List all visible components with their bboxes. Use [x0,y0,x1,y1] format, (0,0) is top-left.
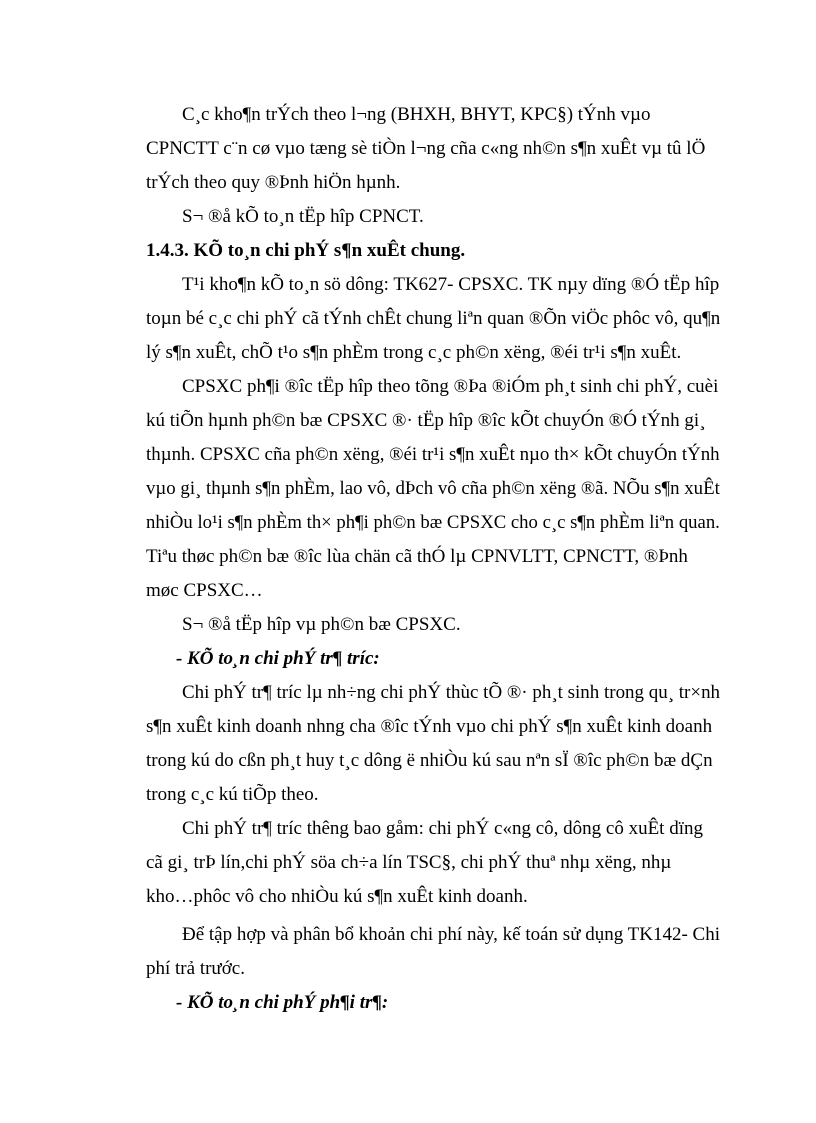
paragraph-line: Để tập hợp và phân bổ khoản chi phí này, kế toán sử dụng TK142- Chi [182,924,721,945]
paragraph-line: thµnh. CPSXC cña ph©n xëng, ®éi tr¹i s¶n xuÊt nµo th× kÕt chuyÓn tÝnh [146,444,720,465]
paragraph-line: kú tiÕn hµnh ph©n bæ CPSXC ®· tËp hîp ®îc kÕt chuyÓn ®Ó tÝnh gi¸ [146,410,706,431]
paragraph-line: S¬ ®å tËp hîp vµ ph©n bæ CPSXC. [182,614,461,635]
paragraph-line: cã gi¸ trÞ lín,chi phÝ söa ch÷a lín TSC§, chi phÝ thuª nhµ xëng, nhµ [146,852,672,873]
paragraph-line: S¬ ®å kÕ to¸n tËp hîp CPNCT. [182,206,424,227]
section-heading: 1.4.3. KÕ to¸n chi phÝ s¶n xuÊt chung. [146,240,466,261]
paragraph-line: toµn bé c¸c chi phÝ cã tÝnh chÊt chung liªn quan ®Õn viÖc phôc vô, qu¶n [146,308,721,329]
paragraph-line: vµo gi¸ thµnh s¶n phÈm, lao vô, dÞch vô cña ph©n xëng ®ã. NÕu s¶n xuÊt [146,478,720,499]
paragraph-line: T¹i kho¶n kÕ to¸n sö dông: TK627- CPSXC. TK nµy dïng ®Ó tËp hîp [182,274,720,295]
paragraph-line: phí trả trước. [146,958,245,979]
paragraph-line: trÝch theo quy ®Þnh hiÖn hµnh. [146,172,401,193]
paragraph-line: s¶n xuÊt kinh doanh nhng cha ®îc tÝnh vµo chi phÝ s¶n xuÊt kinh doanh [146,716,713,737]
paragraph-line: nhiÒu lo¹i s¶n phÈm th× ph¶i ph©n bæ CPSXC cho c¸c s¶n phÈm liªn quan. [146,512,720,533]
paragraph-line: lý s¶n xuÊt, chÕ t¹o s¶n phÈm trong c¸c ph©n xëng, ®éi tr¹i s¶n xuÊt. [146,342,682,363]
paragraph-line: CPNCTT c¨n cø vµo tæng sè tiÒn l¬ng cña c«ng nh©n s¶n xuÊt vµ tû lÖ [146,138,706,159]
paragraph-line: kho…phôc vô cho nhiÒu kú s¶n xuÊt kinh doanh. [146,886,528,907]
subsection-heading: - KÕ to¸n chi phÝ ph¶i tr¶: [176,992,389,1013]
paragraph-line: Tiªu thøc ph©n bæ ®îc lùa chän cã thÓ lµ CPNVLTT, CPNCTT, ®Þnh [146,546,688,567]
paragraph-line: trong c¸c kú tiÕp theo. [146,784,319,805]
paragraph-line: møc CPSXC… [146,580,263,601]
paragraph-line: trong kú do cßn ph¸t huy t¸c dông ë nhiÒu kú sau nªn sÏ ®îc ph©n bæ dÇn [146,750,713,771]
paragraph-line: C¸c kho¶n trÝch theo l¬ng (BHXH, BHYT, KPC§) tÝnh vµo [182,104,651,125]
paragraph-line: Chi phÝ tr¶ tríc thêng bao gåm: chi phÝ c«ng cô, dông cô xuÊt dïng [182,818,703,839]
paragraph-line: Chi phÝ tr¶ tríc lµ nh÷ng chi phÝ thùc tÕ ®· ph¸t sinh trong qu¸ tr×nh [182,682,721,703]
subsection-heading: - KÕ to¸n chi phÝ tr¶ tríc: [176,648,380,669]
paragraph-line: CPSXC ph¶i ®îc tËp hîp theo tõng ®Þa ®iÓm ph¸t sinh chi phÝ, cuèi [182,376,719,397]
